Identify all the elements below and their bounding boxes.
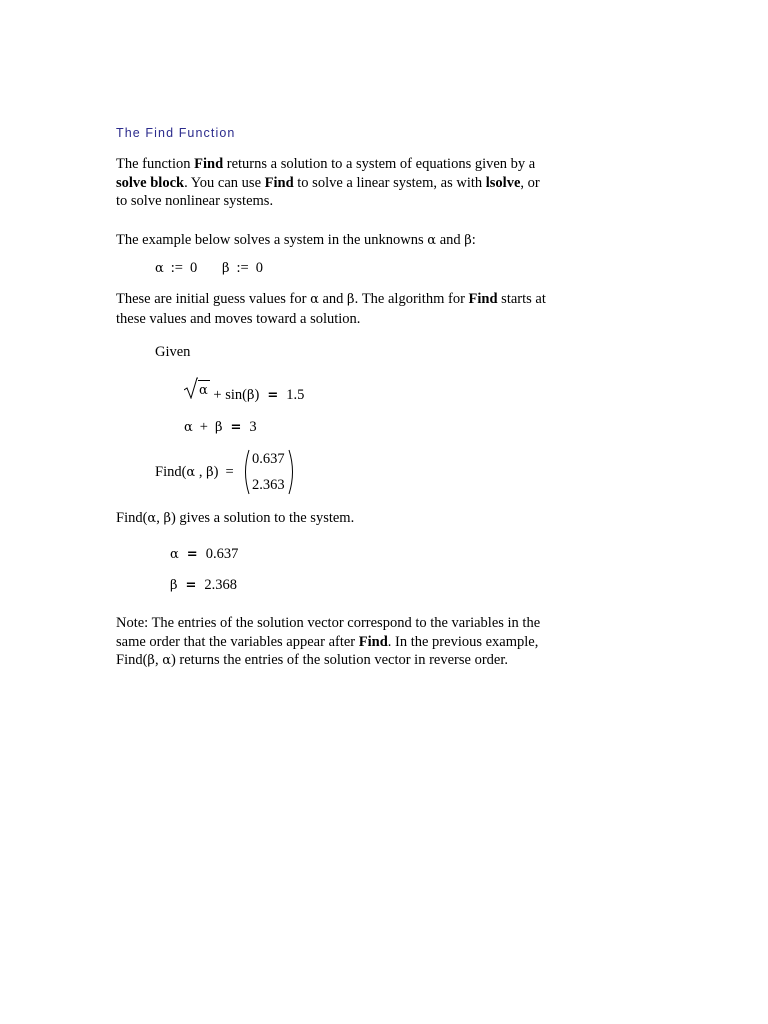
text: , or to solve nonlinear systems. [116,174,540,209]
equals-operator: = [186,547,198,562]
alpha-result [170,546,238,563]
example-paragraph [116,231,546,251]
equals-operator: = [225,464,234,480]
alpha-symbol: α [310,292,319,307]
alpha-symbol: α [427,233,437,248]
keyword-find: Find [468,291,498,307]
find-call [155,464,241,481]
square-root [184,377,210,399]
alpha-symbol: α [155,261,164,276]
solution-vector [240,448,298,496]
text: The function [116,156,195,172]
alpha-value: 0.637 [205,546,239,562]
beta-symbol: β [347,292,355,307]
beta-symbol: β [214,420,223,435]
alpha-symbol: α [184,420,193,435]
alpha-symbol: α [198,380,210,399]
text: , [154,652,163,668]
text: and [436,232,465,248]
text: . In the previous example, Find( [116,633,539,668]
text: returns a solution to a system of equations given by a [223,156,536,172]
rhs-value: 3 [249,419,257,435]
beta-result [170,577,237,594]
beta-value: 2.368 [204,577,238,593]
text: to solve a linear system, as with [293,174,486,191]
rhs-value: 1.5 [286,387,305,403]
close-paren: ) [213,464,219,480]
constraint-equation-1 [184,377,304,404]
alpha-definition [155,260,197,277]
keyword-lsolve: lsolve [485,174,521,191]
beta-symbol: β [147,653,155,668]
find-label: Find( [155,464,187,480]
initial-guess-paragraph [116,290,546,328]
beta-definition [222,260,263,277]
text: and [318,291,348,307]
text: , [156,510,164,526]
equals-operator: = [230,420,242,435]
note-paragraph [116,614,546,671]
text: ) gives a solution to the system. [170,510,355,526]
alpha-symbol: α [186,465,196,480]
text: Find( [116,510,148,526]
text: These are initial guess values for [116,291,311,307]
alpha-symbol: α [147,511,157,526]
beta-initial-value: 0 [255,260,263,276]
intro-paragraph [116,155,546,211]
assign-operator: := [236,260,249,276]
radical-sign-icon [184,377,198,399]
beta-symbol: β [222,261,230,276]
text: starts at these values and moves toward a solution. [116,291,546,327]
vector-entry-1: 0.637 [252,451,285,467]
given-keyword: Given [155,344,191,360]
keyword-find: Find [194,156,224,172]
solution-paragraph [116,509,546,529]
close-paren: ) [254,387,260,403]
constraint-equation-2 [184,419,257,436]
text: Note: The entries of the solution vector correspond to the variables in the same order that the variables appear after [116,615,541,650]
beta-symbol: β [163,511,171,526]
equals-operator: = [267,388,279,403]
plus-operator: + [199,419,208,435]
beta-symbol: β [464,233,472,248]
keyword-find: Find [358,633,388,650]
comma: , [195,464,207,480]
assign-operator: := [170,260,183,276]
text: : [471,232,476,248]
beta-symbol: β [246,388,255,403]
text: . You can use [184,174,265,191]
keyword-find: Find [264,174,294,191]
sin-term: + sin( [213,387,247,403]
beta-symbol: β [206,465,214,480]
keyword-solve-block: solve block [116,174,185,191]
section-heading: The Find Function [116,126,236,140]
text: ) returns the entries of the solution vector in reverse order. [170,652,508,668]
text: . The algorithm for [354,291,469,307]
alpha-symbol: α [162,653,171,668]
alpha-symbol: α [170,547,179,562]
vector-entry-2: 2.363 [252,477,285,493]
alpha-initial-value: 0 [190,260,198,276]
equals-operator: = [185,578,197,593]
beta-symbol: β [170,578,178,593]
text: The example below solves a system in the unknowns [116,232,428,248]
